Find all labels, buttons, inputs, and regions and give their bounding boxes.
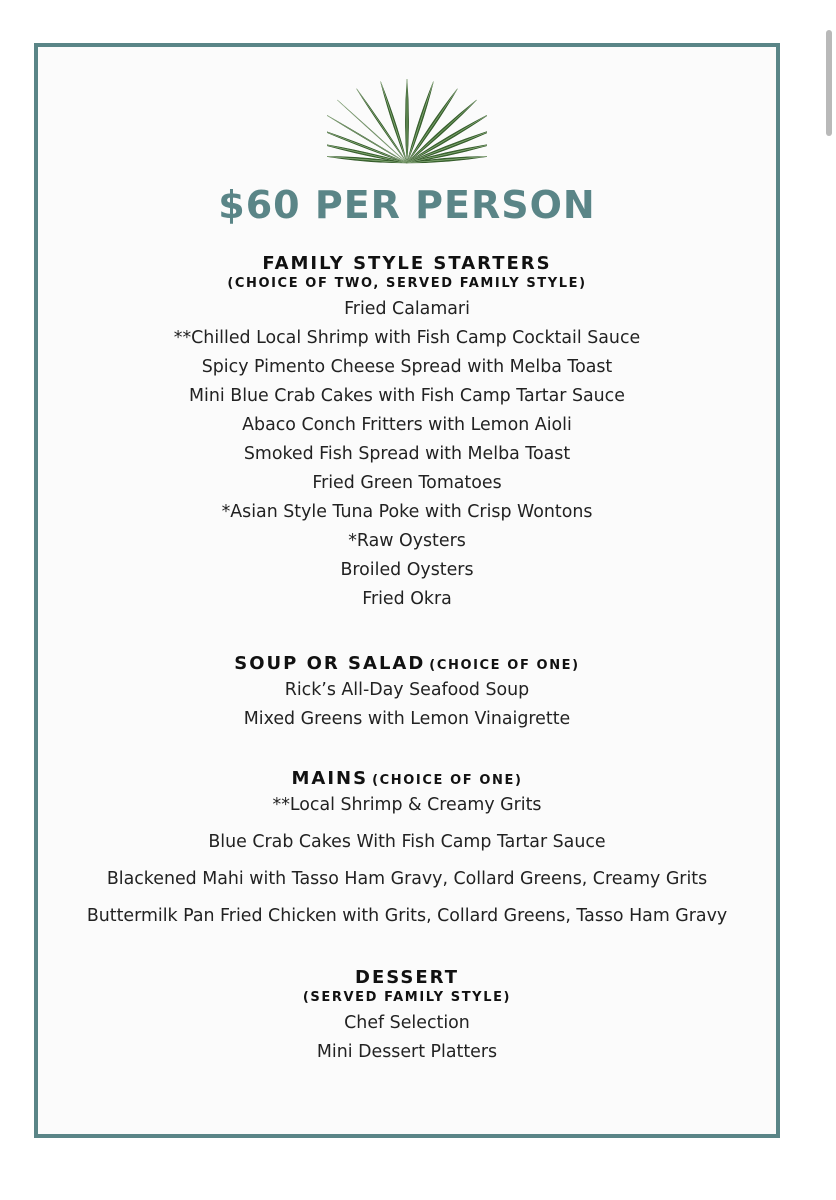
menu-item: Spicy Pimento Cheese Spread with Melba Toast [201, 357, 613, 377]
menu-item: **Local Shrimp & Creamy Grits [272, 795, 542, 815]
mains-note: (CHOICE OF ONE) [372, 773, 523, 788]
menu-item: Abaco Conch Fritters with Lemon Aioli [242, 415, 572, 435]
menu-item: Fried Green Tomatoes [312, 473, 502, 493]
menu-item: Broiled Oysters [340, 560, 474, 580]
dessert-list [38, 1009, 776, 1067]
mains-list [38, 787, 776, 935]
starters-title: FAMILY STYLE STARTERS [262, 253, 552, 274]
starters-note: (CHOICE OF TWO, SERVED FAMILY STYLE) [227, 276, 587, 291]
menu-item: Blackened Mahi with Tasso Ham Gravy, Collard Greens, Creamy Grits [106, 869, 708, 889]
soup-salad-section [38, 653, 776, 734]
mains-title: MAINS [291, 768, 369, 789]
menu-item: Mini Blue Crab Cakes with Fish Camp Tartar Sauce [189, 386, 625, 406]
menu-item: *Raw Oysters [348, 531, 466, 551]
soup-salad-title: SOUP OR SALAD [234, 653, 426, 674]
dessert-section [38, 967, 776, 1067]
dessert-title: DESSERT [355, 967, 459, 988]
starters-section [38, 253, 776, 614]
menu-card [34, 43, 780, 1138]
menu-item: Mini Dessert Platters [316, 1042, 498, 1062]
starters-list [38, 295, 776, 614]
menu-item: Buttermilk Pan Fried Chicken with Grits, Collard Greens, Tasso Ham Gravy [86, 906, 728, 926]
menu-item: Blue Crab Cakes With Fish Camp Tartar Sauce [208, 832, 606, 852]
mains-section [38, 768, 776, 935]
price-heading: $60 PER PERSON [218, 183, 596, 227]
scrollbar[interactable] [826, 30, 832, 136]
menu-item: Mixed Greens with Lemon Vinaigrette [243, 709, 571, 729]
menu-item: Chef Selection [344, 1013, 470, 1033]
menu-item: Smoked Fish Spread with Melba Toast [243, 444, 571, 464]
menu-item: Fried Calamari [344, 299, 470, 319]
menu-item: Rick’s All-Day Seafood Soup [284, 680, 530, 700]
soup-salad-list [38, 676, 776, 734]
menu-item: Fried Okra [362, 589, 452, 609]
palm-frond-icon [327, 75, 487, 171]
menu-item: **Chilled Local Shrimp with Fish Camp Cocktail Sauce [173, 328, 641, 348]
menu-item: *Asian Style Tuna Poke with Crisp Wontons [221, 502, 593, 522]
dessert-note: (SERVED FAMILY STYLE) [302, 990, 512, 1005]
soup-salad-note: (CHOICE OF ONE) [429, 658, 580, 673]
